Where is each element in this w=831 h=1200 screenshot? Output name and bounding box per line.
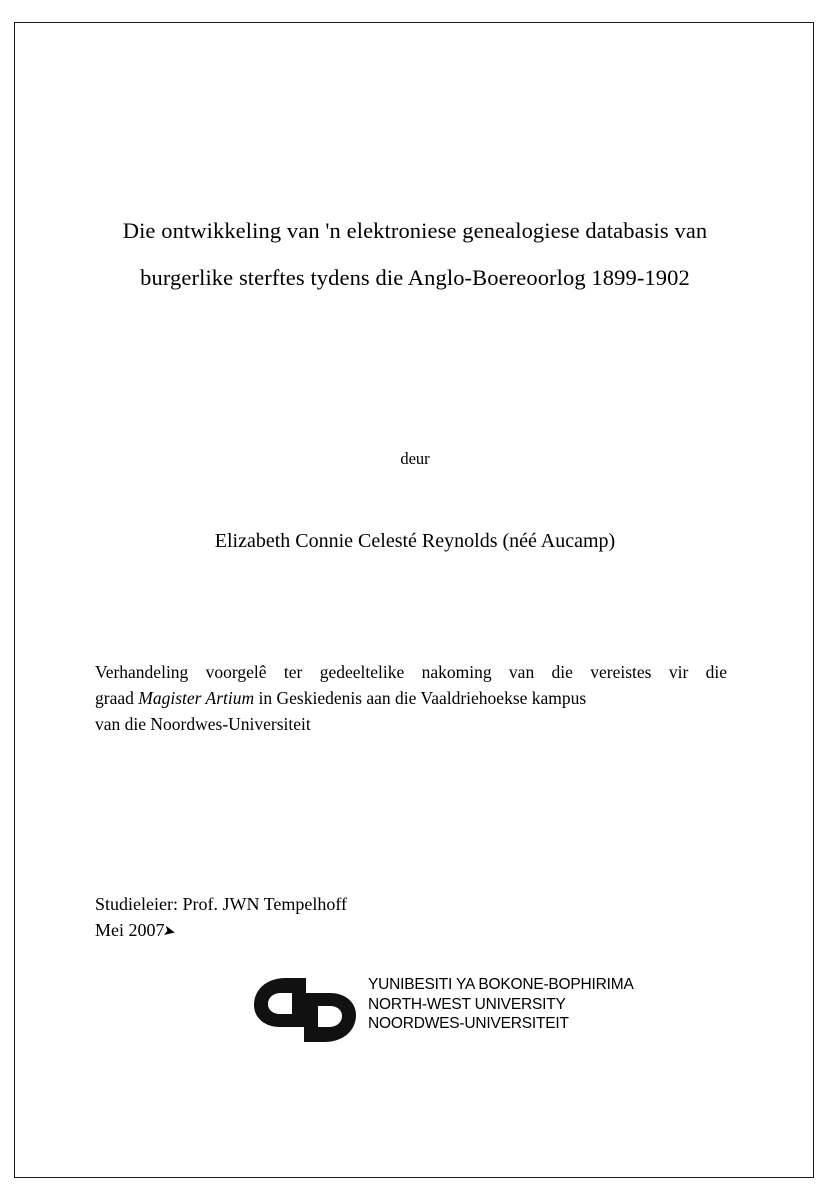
statement-line-1: Verhandeling voorgelê ter gedeeltelike nakoming van die vereistes vir die bbox=[95, 662, 727, 682]
logo-text-line-3: NOORDWES-UNIVERSITEIT bbox=[368, 1015, 569, 1032]
statement-line-3: van die Noordwes-Universiteit bbox=[95, 714, 311, 734]
page-content bbox=[90, 22, 740, 1178]
logo-text bbox=[368, 975, 634, 1034]
title-line-2: burgerlike sterftes tydens die Anglo-Boereoorlog 1899-1902 bbox=[140, 265, 690, 290]
title-line-1: Die ontwikkeling van 'n elektroniese genealogiese databasis van bbox=[122, 218, 708, 243]
logo-text-line-1: YUNIBESITI YA BOKONE-BOPHIRIMA bbox=[368, 976, 634, 993]
logo-text-line-2: NORTH-WEST UNIVERSITY bbox=[368, 995, 566, 1013]
statement-line-2-pre: graad bbox=[95, 688, 139, 708]
supervisor-line: Studieleier: Prof. JWN Tempelhoff bbox=[95, 894, 348, 914]
statement-line-2-post: in Geskiedenis aan die Vaaldriehoekse kampus bbox=[254, 688, 587, 708]
nwu-logo-icon bbox=[250, 974, 360, 1046]
author-name: Elizabeth Connie Celesté Reynolds (néé Aucamp) bbox=[214, 530, 616, 552]
page-title bbox=[90, 207, 740, 301]
statement-line-2 bbox=[95, 685, 727, 711]
date-text: Mei 2007 bbox=[95, 920, 165, 940]
university-logo bbox=[250, 970, 670, 1048]
degree-statement bbox=[95, 659, 727, 737]
date-block bbox=[95, 917, 178, 943]
pen-mark-icon: ➤ bbox=[161, 922, 178, 942]
degree-name: Magister Artium bbox=[138, 688, 255, 708]
supervisor-block bbox=[95, 891, 735, 943]
byline-label: deur bbox=[400, 449, 430, 468]
